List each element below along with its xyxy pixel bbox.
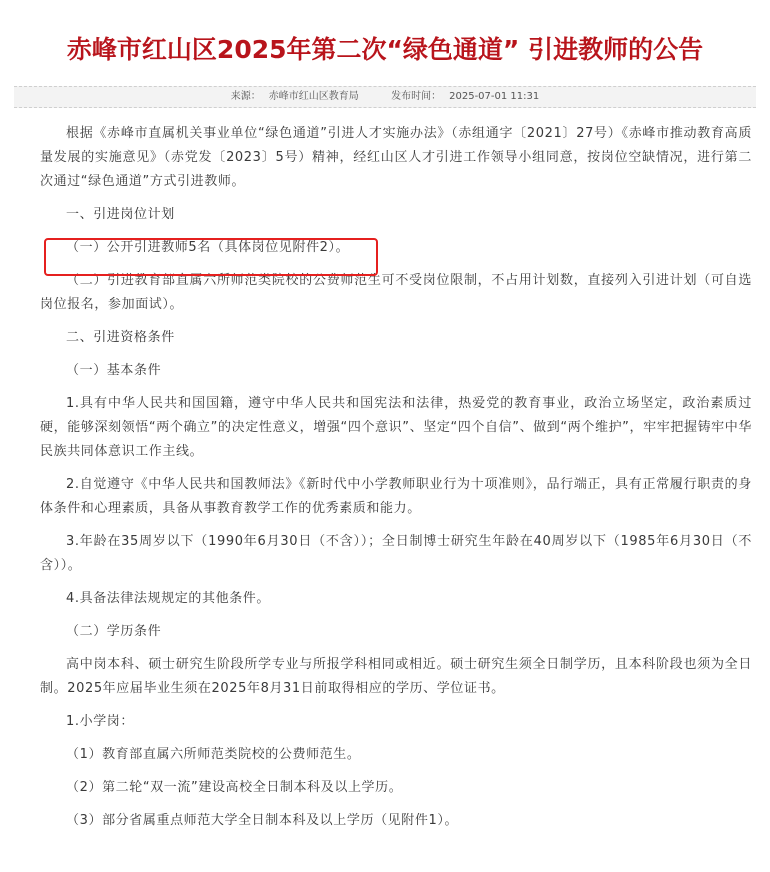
intro-paragraph: 根据《赤峰市直属机关事业单位“绿色通道”引进人才实施办法》（赤组通字〔2021〕27号）《赤峰市推动教育高质量发展的实施意见》（赤党发〔2023〕5号）精神，经红山区人才引进工作领导小组同意，按岗位空缺情况，进行第二次通过“绿色通道”方式引进教师。 xyxy=(40,126,752,189)
plan-item-1: （一）公开引进教师5名（具体岗位见附件2）。 xyxy=(66,240,350,255)
primary-post-heading: 1.小学岗： xyxy=(66,714,135,729)
section-heading-qualifications: 二、引进资格条件 xyxy=(66,330,175,345)
red-highlight-box xyxy=(44,238,378,276)
source-label: 来源： xyxy=(230,91,261,102)
primary-item-2: （2）第二轮“双一流”建设高校全日制本科及以上学历。 xyxy=(66,780,403,795)
publish-label: 发布时间： xyxy=(391,91,442,102)
primary-item-3: （3）部分省属重点师范大学全日制本科及以上学历（见附件1）。 xyxy=(66,813,459,828)
page-title: 赤峰市红山区2025年第二次“绿色通道” 引进教师的公告 xyxy=(66,35,704,64)
article-meta xyxy=(14,86,756,108)
education-heading: （二）学历条件 xyxy=(66,624,162,639)
section-heading-plan: 一、引进岗位计划 xyxy=(66,207,175,222)
publish-time: 2025-07-01 11:31 xyxy=(449,91,540,102)
basic-condition-1: 1.具有中华人民共和国国籍，遵守中华人民共和国宪法和法律，热爱党的教育事业，政治立场坚定，政治素质过硬，能够深刻领悟“两个确立”的决定性意义，增强“四个意识”、坚定“四个自信”、做到“两个维护”，牢牢把握铸牢中华民族共同体意识工作主线。 xyxy=(40,396,752,459)
primary-item-1: （1）教育部直属六所师范类院校的公费师范生。 xyxy=(66,747,361,762)
basic-condition-3: 3.年龄在35周岁以下（1990年6月30日（不含））；全日制博士研究生年龄在40周岁以下（1985年6月30日（不含））。 xyxy=(40,534,752,573)
source-value: 赤峰市红山区教育局 xyxy=(268,91,359,102)
basic-condition-4: 4.具备法律法规规定的其他条件。 xyxy=(66,591,271,606)
plan-item-2: （二）引进教育部直属六所师范类院校的公费师范生可不受岗位限制，不占用计划数，直接列入引进计划（可自选岗位报名，参加面试）。 xyxy=(40,273,752,312)
basic-condition-2: 2.自觉遵守《中华人民共和国教师法》《新时代中小学教师职业行为十项准则》，品行端正，具有正常履行职责的身体条件和心理素质，具备从事教育教学工作的优秀素质和能力。 xyxy=(40,477,752,516)
article-body xyxy=(40,122,752,833)
education-paragraph: 高中岗本科、硕士研究生阶段所学专业与所报学科相同或相近。硕士研究生须全日制学历，且本科阶段也须为全日制。2025年应届毕业生须在2025年8月31日前取得相应的学历、学位证书。 xyxy=(40,657,752,696)
basic-conditions-heading: （一）基本条件 xyxy=(66,363,162,378)
